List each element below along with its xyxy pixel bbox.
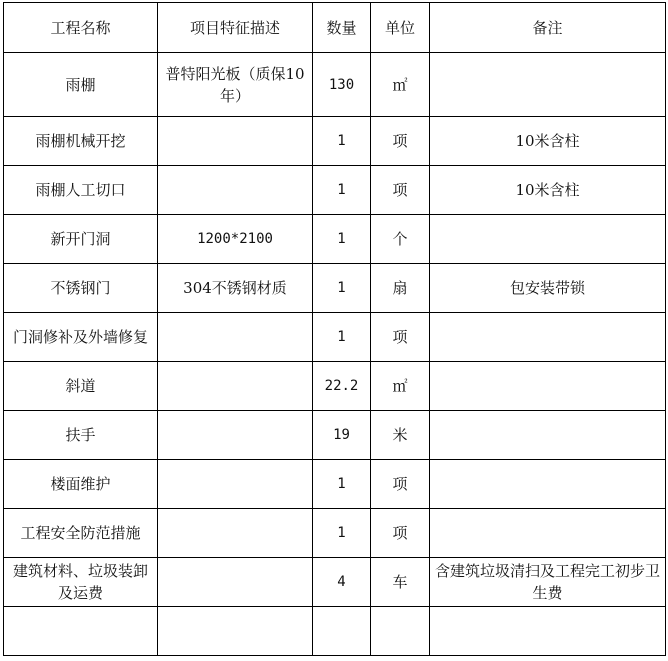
table-row bbox=[4, 313, 666, 362]
table-row bbox=[4, 362, 666, 411]
table-row bbox=[4, 558, 666, 607]
cell-desc bbox=[158, 411, 313, 460]
table-row bbox=[4, 215, 666, 264]
cell-name: 斜道 bbox=[4, 362, 158, 411]
cell-desc bbox=[158, 509, 313, 558]
cell-name: 楼面维护 bbox=[4, 460, 158, 509]
cell-unit: 项 bbox=[371, 509, 430, 558]
cell-name: 不锈钢门 bbox=[4, 264, 158, 313]
cell-desc bbox=[158, 166, 313, 215]
header-project-name: 工程名称 bbox=[4, 3, 158, 53]
cell-qty: 22.2 bbox=[313, 362, 371, 411]
cell-desc bbox=[158, 460, 313, 509]
cell-name: 雨棚人工切口 bbox=[4, 166, 158, 215]
cell-unit: 项 bbox=[371, 460, 430, 509]
cell-qty: 1 bbox=[313, 509, 371, 558]
cell-note: 包安装带锁 bbox=[430, 264, 666, 313]
cell-qty: 1 bbox=[313, 313, 371, 362]
cell-qty: 1 bbox=[313, 264, 371, 313]
cell-note bbox=[430, 53, 666, 117]
header-remarks: 备注 bbox=[430, 3, 666, 53]
cell-note bbox=[430, 411, 666, 460]
table-row bbox=[4, 53, 666, 117]
cell-note: 含建筑垃圾清扫及工程完工初步卫生费 bbox=[430, 558, 666, 607]
header-unit: 单位 bbox=[371, 3, 430, 53]
cell-desc bbox=[158, 607, 313, 656]
table-row bbox=[4, 117, 666, 166]
cell-name: 工程安全防范措施 bbox=[4, 509, 158, 558]
table-row bbox=[4, 460, 666, 509]
cell-note bbox=[430, 313, 666, 362]
cell-qty: 1 bbox=[313, 215, 371, 264]
cell-unit: 扇 bbox=[371, 264, 430, 313]
cell-unit bbox=[371, 607, 430, 656]
table-row bbox=[4, 411, 666, 460]
cell-unit: 项 bbox=[371, 166, 430, 215]
cell-desc bbox=[158, 558, 313, 607]
cell-name: 扶手 bbox=[4, 411, 158, 460]
header-row bbox=[4, 3, 666, 53]
cell-desc bbox=[158, 117, 313, 166]
cell-desc: 304不锈钢材质 bbox=[158, 264, 313, 313]
cell-name: 雨棚机械开挖 bbox=[4, 117, 158, 166]
cell-name: 雨棚 bbox=[4, 53, 158, 117]
cell-desc bbox=[158, 313, 313, 362]
table-row bbox=[4, 264, 666, 313]
cell-qty bbox=[313, 607, 371, 656]
cell-note bbox=[430, 607, 666, 656]
cell-name: 建筑材料、垃圾装卸及运费 bbox=[4, 558, 158, 607]
header-quantity: 数量 bbox=[313, 3, 371, 53]
cell-name: 门洞修补及外墙修复 bbox=[4, 313, 158, 362]
cell-qty: 1 bbox=[313, 117, 371, 166]
cell-name: 新开门洞 bbox=[4, 215, 158, 264]
cell-note bbox=[430, 509, 666, 558]
cell-qty: 19 bbox=[313, 411, 371, 460]
cell-note bbox=[430, 215, 666, 264]
cell-qty: 1 bbox=[313, 166, 371, 215]
cell-desc: 1200*2100 bbox=[158, 215, 313, 264]
cell-unit: 米 bbox=[371, 411, 430, 460]
cell-desc bbox=[158, 362, 313, 411]
cell-note bbox=[430, 460, 666, 509]
cell-desc: 普特阳光板（质保10年） bbox=[158, 53, 313, 117]
cell-unit: 个 bbox=[371, 215, 430, 264]
cell-note: 10米含柱 bbox=[430, 166, 666, 215]
cell-qty: 4 bbox=[313, 558, 371, 607]
cell-note bbox=[430, 362, 666, 411]
cell-name bbox=[4, 607, 158, 656]
table-row bbox=[4, 509, 666, 558]
cell-unit: ㎡ bbox=[371, 53, 430, 117]
cell-unit: 项 bbox=[371, 117, 430, 166]
cell-unit: ㎡ bbox=[371, 362, 430, 411]
cell-qty: 130 bbox=[313, 53, 371, 117]
quotation-table bbox=[3, 2, 666, 656]
cell-unit: 车 bbox=[371, 558, 430, 607]
table-row bbox=[4, 166, 666, 215]
header-description: 项目特征描述 bbox=[158, 3, 313, 53]
cell-qty: 1 bbox=[313, 460, 371, 509]
table-row-empty bbox=[4, 607, 666, 656]
cell-unit: 项 bbox=[371, 313, 430, 362]
cell-note: 10米含柱 bbox=[430, 117, 666, 166]
